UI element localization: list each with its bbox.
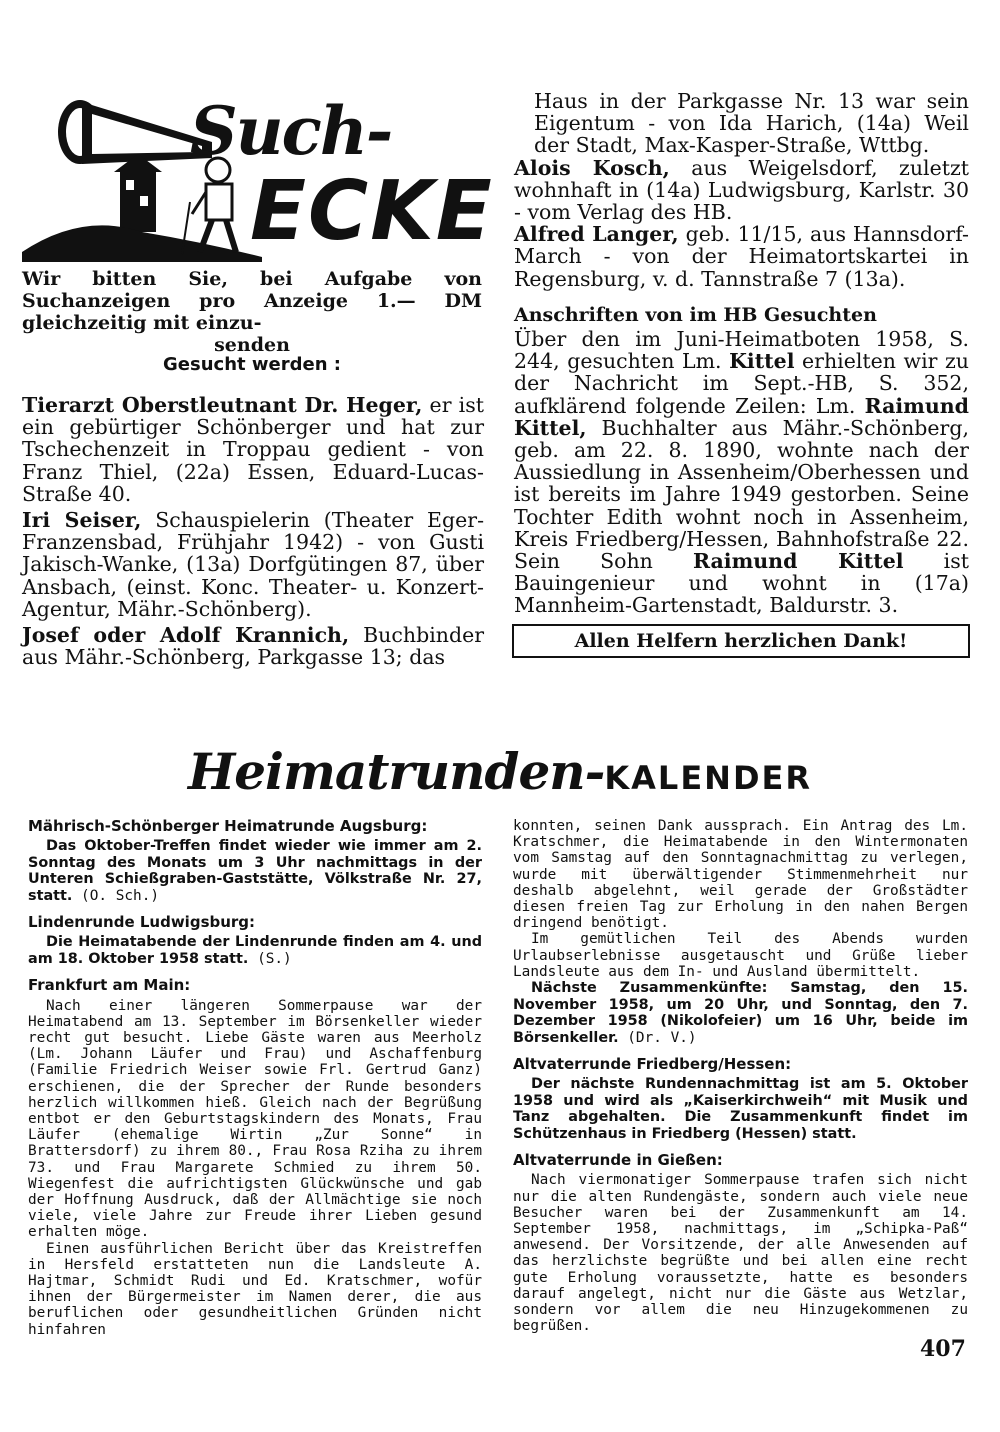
entry-name: Alois Kosch, [514, 155, 670, 180]
intro-text: Wir bitten Sie, bei Aufgabe von Suchanzeigen pro Anzeige 1.— DM gleichzeitig mit einzu- [22, 268, 482, 334]
section-text: Nach viermonatiger Sommerpause trafen sich nicht nur die alten Rundengäste, sondern auch viele neue Besucher waren bei der Zusammenkunft am 14. September 1958, nachmittags, im „Schipka-Paß“ anwesend. Der Vorsitzende, der alle Anwesenden auf das herzlichste begrüßte und bei allen eine recht gute Erholung voraussetzte, hatte es besonders darauf angelegt, nicht nur die Gäste aus Wetzlar, sondern vor allem die neu Hinzugekommenen zu begrüßen. [513, 1172, 968, 1335]
addresses-name: Raimund Kittel, [514, 393, 969, 440]
entry-text: er ist ein gebürtiger Schönberger und hat zur Tschechenzeit in Troppau gedient - von Franz Thiel, (22a) Essen, Eduard-Lucas-Straße 40. [22, 393, 484, 506]
section-bold: Nächste Zusammenkünfte: Samstag, den 15. November 1958, um 20 Uhr, und Sonntag, den 7. Dezember 1958 (Nikolofeier) um 16 Uhr, beide im Börsenkeller. [513, 980, 968, 1046]
section-heading: Altvaterrunde Friedberg/Hessen: [513, 1055, 792, 1074]
section-tail: (O. Sch.) [72, 887, 160, 904]
thanks-box: Allen Helfern herzlichen Dank! [512, 624, 970, 658]
calendar-right-column [513, 818, 968, 1334]
section-tail: (S.) [248, 950, 292, 967]
section-text: Nach einer längeren Sommerpause war der Heimatabend am 13. September im Börsenkeller wieder recht gut besucht. Liebe Gäste waren aus Meerholz (Lm. Johann Läufer und Frau) und Aschaffenburg (Familie Friedrich Weiser sowie Frl. Gertrud Ganz) erschienen, die der Sprecher der Runde besonders herzlich willkommen hieß. Gleich nach der Begrüßung entbot er den Geburtstagskindern des Monats, Frau Läufer (ehemalige Wirtin „Zur Sonne“ in Brattersdorf) zu ihrem 80., Frau Rosa Rziha zu ihrem 73. und Frau Margarete Schmied zu ihrem 50. Wiegenfest die aufrichtigsten Glückwünsche und gab der Hoffnung Ausdruck, daß der Allmächtige sie noch viele, viele Jahre zur Freude ihrer Lieben gesund erhalten möge. [28, 997, 482, 1241]
entry-name: Iri Seiser, [22, 508, 142, 533]
intro-notice [22, 268, 482, 356]
section-text [513, 980, 968, 1046]
entry-name: Alfred Langer, [514, 222, 679, 247]
entry-text: aus Weigelsdorf, zuletzt wohnhaft in (14a) Ludwigsburg, Karlstr. 30 - vom Verlag des HB. [514, 155, 969, 225]
section-heading: Frankfurt am Main: [28, 976, 191, 995]
addresses-heading: Anschriften von im HB Gesuchten [514, 303, 877, 326]
entry-name: Josef oder Adolf Krannich, [22, 623, 350, 648]
addresses-part: Über den im Juni-Heimatboten 1958, S. 244, gesuchten Lm. [514, 327, 969, 374]
addresses-part: erhielten wir zu der Nachricht im Sept.-HB, S. 352, aufklärend folgende Zeilen: Lm. [514, 349, 969, 418]
entry-text: geb. 11/15, aus Hannsdorf-March - von der Heimatortskartei in Regensburg, v. d. Tannstraße 7 (13a). [514, 222, 969, 291]
calendar-title-script: Heimatrunden- [187, 742, 605, 801]
addresses-name: Raimund Kittel [693, 549, 904, 574]
section-text: Im gemütlichen Teil des Abends wurden Urlaubserlebnisse ausgetauscht und Grüße lieber Landsleute aus dem In- und Ausland übermittelt. [513, 931, 968, 980]
section-heading: Lindenrunde Ludwigsburg: [28, 913, 256, 932]
section-heading: Mährisch-Schönberger Heimatrunde Augsburg: [28, 817, 428, 835]
section-text: konnten, seinen Dank aussprach. Ein Antrag des Lm. Kratschmer, die Heimatabende in den Wintermonaten vom Samstag auf den Sonntagnachmittag zu verlegen, wurde mit überwältigender Stimmenmehrheit nur deshalb abgelehnt, weil gerade der Großstädter diesen freien Tag zur Erholung in den nahen Bergen dringend benötigt. [513, 818, 968, 932]
addresses-name: Kittel [729, 349, 795, 374]
calendar-left-column [28, 818, 482, 1338]
search-entry [22, 624, 484, 668]
search-entry [514, 223, 969, 290]
logo-ecke: ECKE [250, 164, 494, 259]
intro-text-last: senden [214, 334, 290, 356]
calendar-title-caps: KALENDER [604, 759, 813, 797]
calendar-heading [0, 742, 1000, 801]
addresses-part: Buchhalter aus Mähr.-Schönberg, geb. am 22. 8. 1890, wohnte nach der Aussiedlung in Assenheim/Oberhessen und ist bereits im Jahre 1949 gestorben. Seine Tochter Edith wohnt noch in Assenheim, Kreis Friedberg/Hessen, Bahnhofstraße 22. Sein Sohn [514, 415, 969, 574]
section-bold: Die Heimatabende der Lindenrunde finden am 4. und am 18. Oktober 1958 statt. [28, 934, 482, 967]
search-entry [22, 509, 484, 620]
addresses-part: ist Bauingenieur und wohnt in (17a) Mannheim-Gartenstadt, Baldurstr. 3. [514, 549, 969, 618]
section-heading: Altvaterrunde in Gießen: [513, 1151, 723, 1170]
section-text [28, 838, 482, 904]
page-number: 407 [920, 1336, 966, 1362]
left-search-entries [22, 394, 484, 668]
right-search-entries [514, 90, 969, 617]
entry-text: Schauspielerin (Theater Eger-Franzensbad, Frühjahr 1942) - von Gusti Jakisch-Wanke, (13a) Dorfgütingen 87, über Ansbach, (einst. Konc. Theater- u. Konzert-Agentur, Mähr.-Schönberg). [22, 508, 484, 621]
entry-name: Tierarzt Oberstleutnant Dr. Heger, [22, 393, 423, 417]
searched-heading: Gesucht werden : [163, 354, 341, 375]
such-ecke-logo [22, 92, 494, 262]
search-entry [22, 394, 484, 505]
entry-text: Buchbinder aus Mähr.-Schönberg, Parkgasse 13; das [22, 623, 485, 670]
search-entry [514, 157, 969, 224]
section-bold: Das Oktober-Treffen findet wieder wie immer am 2. Sonntag des Monats um 3 Uhr nachmittags in der Unteren Schießgraben-Gaststätte, Völkstraße Nr. 27, statt. [28, 838, 482, 904]
section-text: Einen ausführlichen Bericht über das Kreistreffen in Hersfeld erstatteten nun die Landsleute A. Hajtmar, Schmidt Rudi und Ed. Kratschmer, wofür ihnen der Bürgermeister im Namen derer, die aus beruflichen oder gesundheitlichen Gründen nicht hinfahren [28, 1240, 482, 1338]
section-text [28, 934, 482, 967]
section-tail: (Dr. V.) [618, 1029, 697, 1046]
entry-continuation: Haus in der Parkgasse Nr. 13 war sein Eigentum - von Ida Harich, (14a) Weil der Stadt, Max-Kasper-Straße, Wttbg. [534, 89, 969, 158]
logo-such: Such- [190, 92, 392, 170]
section-bold: Der nächste Rundennachmittag ist am 5. Oktober 1958 und wird als „Kaiserkirchweih“ mit Musik und Tanz abgehalten. Die Zusammenkunft findet im Schützenhaus in Friedberg (Hessen) statt. [513, 1076, 968, 1142]
addresses-text [514, 328, 969, 617]
